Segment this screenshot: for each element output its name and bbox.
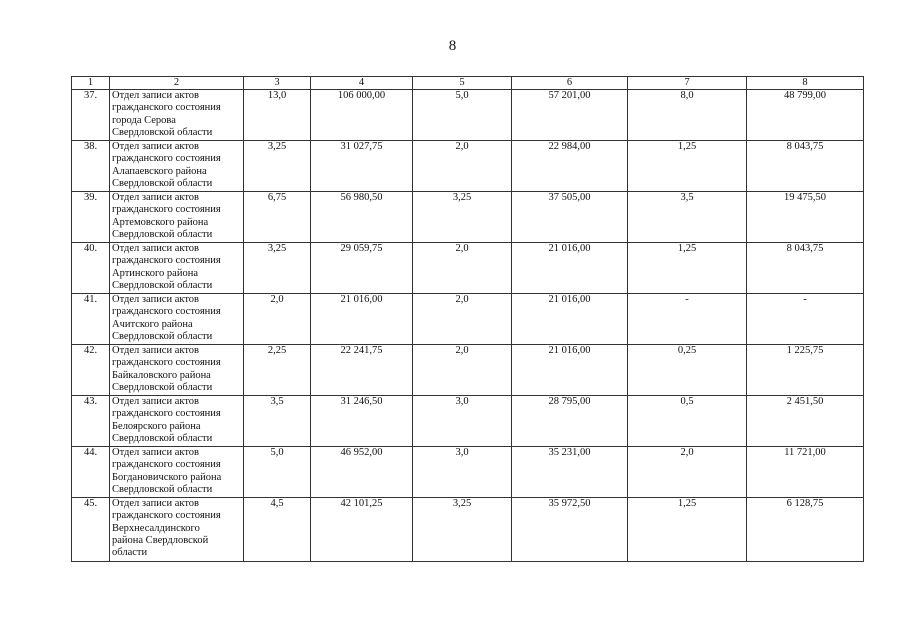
cell-col5: 2,0 [413,141,512,192]
row-number: 43. [72,396,110,447]
cell-col7: 2,0 [628,447,747,498]
cell-col6: 21 016,00 [512,243,628,294]
cell-col3: 2,25 [244,345,311,396]
cell-col7: 1,25 [628,141,747,192]
header-cell: 7 [628,77,747,90]
table-row [72,498,864,562]
cell-col6: 57 201,00 [512,90,628,141]
row-number: 45. [72,498,110,562]
office-name: Отдел записи актов гражданского состояния Верхнесалдинского района Свердловской области [110,498,244,562]
header-cell: 8 [747,77,864,90]
row-number: 41. [72,294,110,345]
row-number: 39. [72,192,110,243]
cell-col6: 21 016,00 [512,345,628,396]
cell-col3: 3,25 [244,243,311,294]
cell-col6: 22 984,00 [512,141,628,192]
table-row [72,141,864,192]
cell-col8: 6 128,75 [747,498,864,562]
office-name: Отдел записи актов гражданского состояния Ачитского района Свердловской области [110,294,244,345]
office-name: Отдел записи актов гражданского состояния города Серова Свердловской области [110,90,244,141]
table-row [72,294,864,345]
page-number: 8 [448,38,457,54]
office-name: Отдел записи актов гражданского состояния Байкаловского района Свердловской области [110,345,244,396]
table-header-row [72,77,864,90]
table-row [72,447,864,498]
cell-col4: 106 000,00 [311,90,413,141]
table-row [72,192,864,243]
header-cell: 4 [311,77,413,90]
row-number: 44. [72,447,110,498]
cell-col4: 42 101,25 [311,498,413,562]
cell-col3: 4,5 [244,498,311,562]
cell-col7: 1,25 [628,243,747,294]
cell-col8: - [747,294,864,345]
cell-col4: 22 241,75 [311,345,413,396]
cell-col7: 0,25 [628,345,747,396]
cell-col6: 37 505,00 [512,192,628,243]
cell-col8: 8 043,75 [747,141,864,192]
cell-col4: 29 059,75 [311,243,413,294]
cell-col7: 3,5 [628,192,747,243]
office-name: Отдел записи актов гражданского состояния Артинского района Свердловской области [110,243,244,294]
cell-col7: - [628,294,747,345]
cell-col8: 48 799,00 [747,90,864,141]
cell-col3: 5,0 [244,447,311,498]
header-cell: 6 [512,77,628,90]
cell-col7: 8,0 [628,90,747,141]
cell-col7: 1,25 [628,498,747,562]
cell-col6: 21 016,00 [512,294,628,345]
header-cell: 3 [244,77,311,90]
cell-col8: 1 225,75 [747,345,864,396]
row-number: 40. [72,243,110,294]
cell-col4: 31 027,75 [311,141,413,192]
cell-col3: 3,25 [244,141,311,192]
cell-col3: 6,75 [244,192,311,243]
cell-col5: 2,0 [413,294,512,345]
cell-col3: 2,0 [244,294,311,345]
cell-col3: 13,0 [244,90,311,141]
cell-col6: 28 795,00 [512,396,628,447]
cell-col5: 2,0 [413,345,512,396]
row-number: 37. [72,90,110,141]
cell-col5: 3,0 [413,396,512,447]
header-cell: 5 [413,77,512,90]
table-row [72,396,864,447]
cell-col5: 3,0 [413,447,512,498]
cell-col4: 31 246,50 [311,396,413,447]
table-row [72,90,864,141]
cell-col8: 11 721,00 [747,447,864,498]
header-cell: 1 [72,77,110,90]
cell-col5: 5,0 [413,90,512,141]
table-row [72,243,864,294]
office-name: Отдел записи актов гражданского состояния Артемовского района Свердловской области [110,192,244,243]
cell-col5: 2,0 [413,243,512,294]
cell-col8: 8 043,75 [747,243,864,294]
cell-col8: 19 475,50 [747,192,864,243]
data-table [71,76,864,562]
row-number: 42. [72,345,110,396]
cell-col4: 56 980,50 [311,192,413,243]
header-cell: 2 [110,77,244,90]
cell-col6: 35 972,50 [512,498,628,562]
cell-col4: 21 016,00 [311,294,413,345]
cell-col4: 46 952,00 [311,447,413,498]
table-row [72,345,864,396]
cell-col5: 3,25 [413,192,512,243]
cell-col7: 0,5 [628,396,747,447]
cell-col8: 2 451,50 [747,396,864,447]
row-number: 38. [72,141,110,192]
office-name: Отдел записи актов гражданского состояния Богдановичского района Свердловской области [110,447,244,498]
office-name: Отдел записи актов гражданского состояния Алапаевского района Свердловской области [110,141,244,192]
cell-col5: 3,25 [413,498,512,562]
cell-col3: 3,5 [244,396,311,447]
office-name: Отдел записи актов гражданского состояния Белоярского района Свердловской области [110,396,244,447]
cell-col6: 35 231,00 [512,447,628,498]
